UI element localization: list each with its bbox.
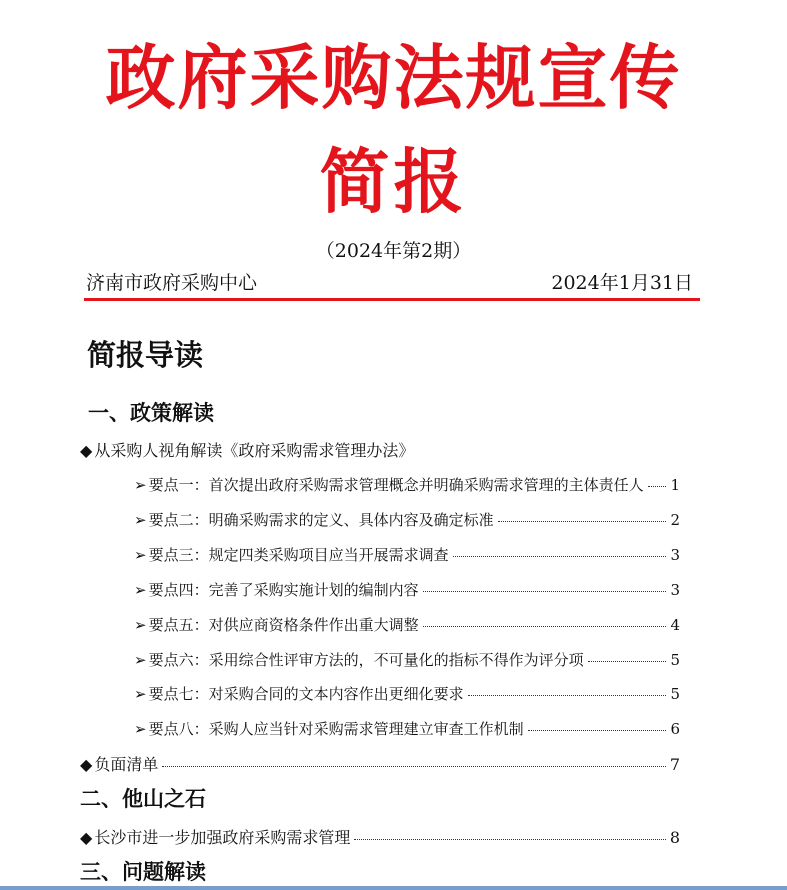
dot-leader [453,556,667,557]
toc-topic-title: 从采购人视角解读《政府采购需求管理办法》 [94,441,415,460]
toc-entry-label: 要点七：对采购合同的文本内容作出更细化要求 [148,685,464,703]
issue-number: （2024年第2期） [315,240,472,262]
toc-entry[interactable] [134,614,680,635]
toc-entry-label: 要点八：采购人应当针对采购需求管理建立审查工作机制 [148,720,524,738]
arrow-bullet-icon: ➢ [134,685,147,703]
toc-entry[interactable] [134,683,680,704]
toc-page-number: 3 [670,581,680,599]
toc-page-number: 2 [670,511,680,529]
toc-entry-label: 要点二：明确采购需求的定义、具体内容及确定标准 [148,511,494,529]
arrow-bullet-icon: ➢ [134,511,147,529]
dot-leader [498,521,667,522]
diamond-bullet-icon: ◆ [80,828,93,847]
diamond-bullet-icon: ◆ [80,441,93,460]
arrow-bullet-icon: ➢ [134,720,147,738]
toc-entry[interactable] [134,649,680,670]
diamond-bullet-icon: ◆ [80,755,93,774]
toc-entry[interactable] [80,752,680,775]
toc-entry[interactable] [134,544,680,565]
toc-page-number: 4 [670,616,680,634]
dot-leader [588,661,667,662]
arrow-bullet-icon: ➢ [134,476,147,494]
toc-page-number: 6 [670,720,680,738]
toc-entry-label: 要点五：对供应商资格条件作出重大调整 [148,616,419,634]
publish-date: 2024年1月31日 [551,272,693,294]
dot-leader [162,766,665,767]
toc-entry-label: 要点三：规定四类采购项目应当开展需求调查 [148,546,449,564]
bulletin-title: 政府采购法规宣传 [105,36,682,119]
arrow-bullet-icon: ➢ [134,616,147,634]
toc-entry-label: 要点六：采用综合性评审方法的，不可量化的指标不得作为评分项 [148,651,584,669]
toc-page-number: 3 [670,546,680,564]
toc-entry[interactable] [134,579,680,600]
toc-page-number: 8 [669,828,680,847]
dot-leader [423,591,667,592]
header-divider [84,298,700,301]
toc-page-number: 5 [670,651,680,669]
toc-entry[interactable] [134,509,680,530]
section-heading-3: 三、问题解读 [80,859,206,884]
guide-heading: 简报导读 [87,338,204,372]
toc-page-number: 5 [670,685,680,703]
dot-leader [468,695,667,696]
toc-entry[interactable] [80,825,680,848]
toc-entry[interactable] [134,718,680,739]
dot-leader [528,730,667,731]
toc-entry-label: 要点四：完善了采购实施计划的编制内容 [148,581,419,599]
section-heading-1: 一、政策解读 [88,400,214,425]
dot-leader [354,839,665,840]
toc-entry-label: 要点一：首次提出政府采购需求管理概念并明确采购需求管理的主体责任人 [148,476,644,494]
toc-entry-label: 负面清单 [94,755,159,774]
arrow-bullet-icon: ➢ [134,581,147,599]
dot-leader [423,626,667,627]
arrow-bullet-icon: ➢ [134,546,147,564]
dot-leader [648,486,667,487]
arrow-bullet-icon: ➢ [134,651,147,669]
toc-entry-label: 长沙市进一步加强政府采购需求管理 [94,828,351,847]
bulletin-subtitle: 简报 [319,140,468,223]
section-heading-2: 二、他山之石 [80,786,206,811]
publisher-name: 济南市政府采购中心 [86,272,258,294]
window-bottom-border [0,886,787,890]
toc-topic[interactable] [80,438,414,461]
toc-entry[interactable] [134,474,680,495]
toc-page-number: 1 [670,476,680,494]
toc-page-number: 7 [669,755,680,774]
